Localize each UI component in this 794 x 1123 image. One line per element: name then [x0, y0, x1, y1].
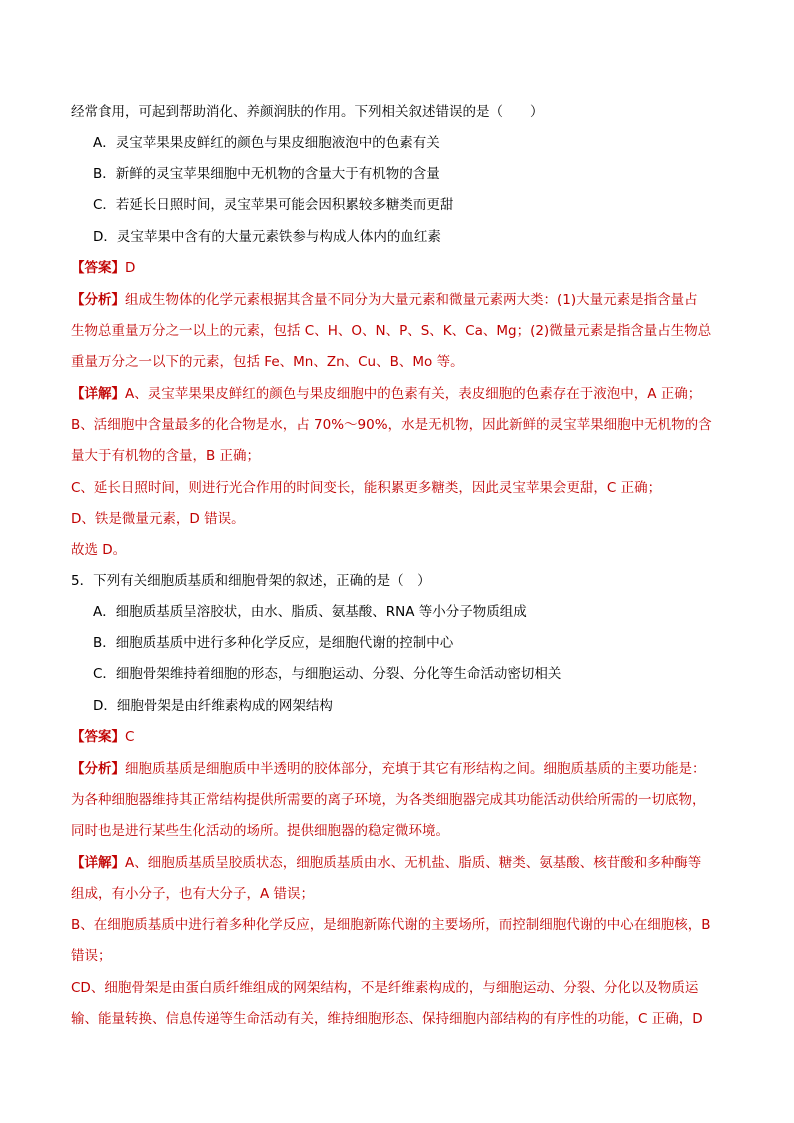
q4-detail-line-6: 故选 D。	[71, 542, 127, 558]
q5-option-b: B．细胞质基质中进行多种化学反应，是细胞代谢的控制中心	[93, 635, 454, 651]
q4-option-d: D．灵宝苹果中含有的大量元素铁参与构成人体内的血红素	[93, 229, 441, 245]
q4-detail-line-1	[71, 385, 734, 403]
q4-option-a: A．灵宝苹果果皮鲜红的颜色与果皮细胞液泡中的色素有关	[93, 135, 440, 151]
q4-option-b: B．新鲜的灵宝苹果细胞中无机物的含量大于有机物的含量	[93, 166, 440, 182]
q4-answer	[71, 259, 734, 277]
q5-answer-tag: 【答案】	[71, 729, 125, 745]
q4-detail-line-5: D、铁是微量元素，D 错误。	[71, 511, 245, 527]
q4-detail-line-2: B、活细胞中含量最多的化合物是水，占 70%～90%，水是无机物，因此新鲜的灵宝苹果细胞中无机物的含	[71, 417, 712, 433]
q4-analysis-line-2: 生物总重量万分之一以上的元素，包括 C、H、O、N、P、S、K、Ca、Mg；(2)微量元素是指含量占生物总	[71, 323, 712, 339]
q4-detail-line-4: C、延长日照时间，则进行光合作用的时间变长，能积累更多糖类，因此灵宝苹果会更甜，C 正确；	[71, 480, 662, 496]
q4-analysis-text-1: 组成生物体的化学元素根据其含量不同分为大量元素和微量元素两大类：(1)大量元素是指含量占	[125, 292, 698, 308]
q5-analysis-tag: 【分析】	[71, 761, 125, 777]
q5-detail-line-6: 输、能量转换、信息传递等生命活动有关，维持细胞形态、保持细胞内部结构的有序性的功能，C 正确，D	[71, 1011, 703, 1027]
q5-stem: 5．下列有关细胞质基质和细胞骨架的叙述，正确的是（ ）	[71, 573, 431, 589]
q5-analysis-line-3: 同时也是进行某些生化活动的场所。提供细胞器的稳定微环境。	[71, 823, 449, 839]
q5-option-a: A．细胞质基质呈溶胶状，由水、脂质、氨基酸、RNA 等小分子物质组成	[93, 604, 527, 620]
q4-detail-tag: 【详解】	[71, 386, 125, 402]
q5-detail-tag: 【详解】	[71, 855, 125, 871]
q5-analysis-line-1	[71, 760, 734, 778]
q5-analysis-text-1: 细胞质基质是细胞质中半透明的胶体部分，充填于其它有形结构之间。细胞质基质的主要功能是：	[125, 761, 706, 777]
q5-answer-value: C	[125, 729, 135, 745]
q5-detail-line-3: B、在细胞质基质中进行着多种化学反应，是细胞新陈代谢的主要场所，而控制细胞代谢的中心在细胞核，B	[71, 917, 711, 933]
q4-analysis-line-3: 重量万分之一以下的元素，包括 Fe、Mn、Zn、Cu、B、Mo 等。	[71, 354, 464, 370]
q5-analysis-line-2: 为各种细胞器维持其正常结构提供所需要的离子环境，为各类细胞器完成其功能活动供给所需的一切底物，	[71, 792, 706, 808]
q4-answer-tag: 【答案】	[71, 260, 125, 276]
q5-option-d: D．细胞骨架是由纤维素构成的网架结构	[93, 698, 333, 714]
q5-option-c: C．细胞骨架维持着细胞的形态，与细胞运动、分裂、分化等生命活动密切相关	[93, 666, 562, 682]
q5-detail-line-5: CD、细胞骨架是由蛋白质纤维组成的网架结构，不是纤维素构成的，与细胞运动、分裂、分化以及物质运	[71, 980, 699, 996]
q5-detail-line-4: 错误；	[71, 948, 112, 964]
q4-stem-tail: 经常食用，可起到帮助消化、养颜润肤的作用。下列相关叙述错误的是（ ）	[71, 104, 544, 120]
q4-analysis-line-1	[71, 291, 734, 309]
q4-analysis-tag: 【分析】	[71, 292, 125, 308]
q5-detail-line-1	[71, 854, 734, 872]
q4-detail-text-1: A、灵宝苹果果皮鲜红的颜色与果皮细胞中的色素有关，表皮细胞的色素存在于液泡中，A 正确；	[125, 386, 702, 402]
q5-detail-line-2: 组成，有小分子，也有大分子，A 错误；	[71, 886, 315, 902]
q5-detail-text-1: A、细胞质基质呈胶质状态，细胞质基质由水、无机盐、脂质、糖类、氨基酸、核苷酸和多种酶等	[125, 855, 702, 871]
q5-answer	[71, 728, 734, 746]
q4-detail-line-3: 量大于有机物的含量，B 正确；	[71, 448, 261, 464]
q4-option-c: C．若延长日照时间，灵宝苹果可能会因积累较多糖类而更甜	[93, 197, 454, 213]
q4-answer-value: D	[125, 260, 136, 276]
